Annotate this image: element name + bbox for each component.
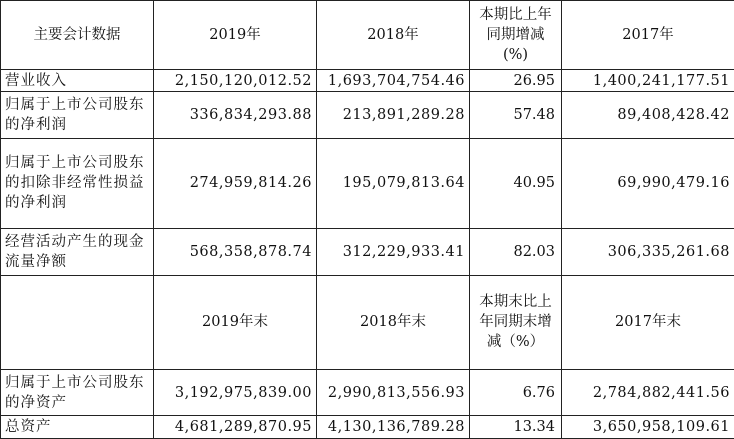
value-2017: 306,335,261.68 [562,228,734,275]
header-2017: 2017年 [562,1,734,70]
header-change: 本期比上年同期增减(%) [470,1,562,70]
row-label: 营业收入 [1,70,154,91]
table-row-revenue [1,70,734,91]
header-2018: 2018年 [317,1,470,70]
row-label: 归属于上市公司股东的净资产 [1,369,154,416]
value-2019: 3,192,975,839.00 [154,369,317,416]
value-2018: 213,891,289.28 [317,91,470,138]
value-change: 40.95 [470,138,562,228]
value-change: 26.95 [470,70,562,91]
value-2019: 4,681,289,870.95 [154,416,317,439]
value-2017: 2,784,882,441.56 [562,369,734,416]
value-2017: 1,400,241,177.51 [562,70,734,91]
table-row-net-assets [1,369,734,416]
table-row-total-assets [1,416,734,439]
value-change: 57.48 [470,91,562,138]
row-label: 归属于上市公司股东的扣除非经常性损益的净利润 [1,138,154,228]
header-row-annual [1,1,734,70]
table-row-net-profit-excl [1,138,734,228]
header-row-year-end [1,275,734,369]
header-2018-end: 2018年末 [317,275,470,369]
header-2019: 2019年 [154,1,317,70]
value-2017: 89,408,428.42 [562,91,734,138]
header-2017-end: 2017年末 [562,275,734,369]
header-main-data: 主要会计数据 [1,1,154,70]
value-2017: 69,990,479.16 [562,138,734,228]
header-empty [1,275,154,369]
value-2019: 274,959,814.26 [154,138,317,228]
row-label: 归属于上市公司股东的净利润 [1,91,154,138]
header-2019-end: 2019年末 [154,275,317,369]
row-label: 总资产 [1,416,154,439]
value-2018: 4,130,136,789.28 [317,416,470,439]
value-change: 82.03 [470,228,562,275]
value-2018: 195,079,813.64 [317,138,470,228]
value-2019: 568,358,878.74 [154,228,317,275]
header-change-end: 本期末比上年同期末增减（%） [470,275,562,369]
value-2018: 1,693,704,754.46 [317,70,470,91]
row-label: 经营活动产生的现金流量净额 [1,228,154,275]
value-2017: 3,650,958,109.61 [562,416,734,439]
value-2019: 2,150,120,012.52 [154,70,317,91]
table-row-net-profit [1,91,734,138]
value-2018: 312,229,933.41 [317,228,470,275]
table-row-cash-flow [1,228,734,275]
value-2018: 2,990,813,556.93 [317,369,470,416]
value-change: 6.76 [470,369,562,416]
value-change: 13.34 [470,416,562,439]
value-2019: 336,834,293.88 [154,91,317,138]
